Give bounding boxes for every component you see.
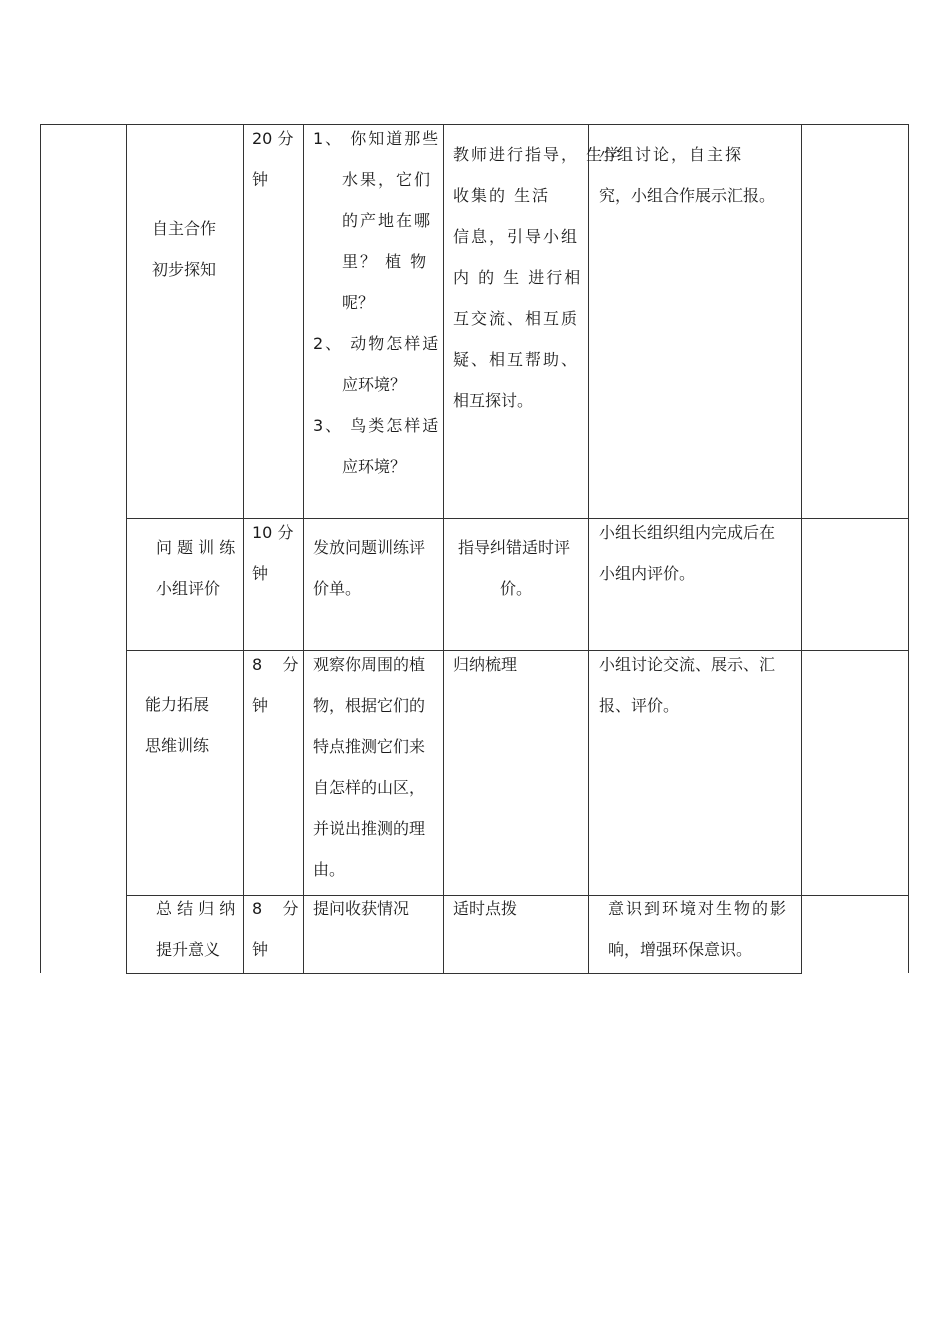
table-border-bottom (126, 973, 802, 974)
stage-cell (156, 888, 235, 970)
time-cell (252, 512, 293, 594)
student-line: 报、评价。 (599, 696, 680, 715)
teacher-cell (453, 888, 517, 929)
content-line: 水果，它们 (342, 170, 433, 189)
student-cell (608, 888, 788, 970)
time-text: 10 分 (252, 523, 294, 542)
time-text: 8 分 (252, 899, 299, 918)
time-text: 钟 (252, 170, 269, 189)
content-line: 特点推测它们来 (313, 737, 426, 756)
student-line: 小组长组织组内完成后在 (599, 523, 776, 542)
stage-cell (152, 208, 216, 290)
teacher-line: 教师进行指导， 生学 (453, 145, 623, 164)
stage-text: 提升意义 (156, 940, 221, 959)
content-line: 观察你周围的植 (313, 655, 426, 674)
student-cell (599, 644, 775, 726)
stage-text: 初步探知 (152, 260, 217, 279)
student-cell (599, 512, 775, 594)
stage-text: 总 结 归 纳 (156, 899, 236, 918)
content-line: 自怎样的山区， (313, 778, 426, 797)
content-line: 呢？ (342, 293, 375, 312)
content-line: 2、 动物怎样适 (313, 334, 441, 353)
stage-cell (156, 527, 235, 609)
col-divider (443, 124, 444, 974)
student-line: 意识到环境对生物的影 (608, 899, 789, 918)
time-text: 8 分 (252, 655, 299, 674)
teacher-line: 信息，引导小组 (453, 227, 580, 246)
content-line: 并说出推测的理 (313, 819, 426, 838)
teacher-line: 归纳梳理 (453, 655, 518, 674)
student-line: 究，小组合作展示汇报。 (599, 186, 776, 205)
content-line: 的产地在哪 (342, 211, 433, 230)
content-cell (313, 118, 441, 487)
teacher-line: 相互探讨。 (453, 391, 534, 410)
content-line: 提问收获情况 (313, 899, 410, 918)
teacher-line: 互交流、相互质 (453, 309, 580, 328)
col-divider (303, 124, 304, 974)
content-cell (313, 888, 409, 929)
stage-text: 问 题 训 练 (156, 538, 236, 557)
time-text: 钟 (252, 564, 269, 583)
time-text: 20 分 (252, 129, 294, 148)
student-line: 响，增强环保意识。 (608, 940, 753, 959)
content-line: 物，根据它们的 (313, 696, 426, 715)
teacher-line: 适时点拨 (453, 899, 518, 918)
content-line: 1、 你知道那些 (313, 129, 441, 148)
col-divider (801, 124, 802, 974)
teacher-line: 指导纠错适时评 (458, 538, 571, 557)
teacher-cell (453, 134, 622, 421)
content-cell (313, 644, 425, 890)
stage-cell (145, 684, 209, 766)
teacher-cell (453, 644, 517, 685)
col-divider (243, 124, 244, 974)
content-line: 应环境？ (342, 375, 407, 394)
teacher-line: 内 的 生 进行相 (453, 268, 583, 287)
teacher-line: 价。 (500, 579, 533, 598)
teacher-cell (458, 527, 570, 609)
content-line: 发放问题训练评 (313, 538, 426, 557)
col-divider (40, 124, 41, 973)
content-line: 由。 (313, 860, 346, 879)
col-divider (908, 124, 909, 973)
content-line: 应环境？ (342, 457, 407, 476)
time-cell (252, 888, 299, 970)
stage-text: 小组评价 (156, 579, 221, 598)
content-line: 里？ 植 物 (342, 252, 429, 271)
student-cell (599, 134, 775, 216)
student-line: 小组讨论交流、展示、汇 (599, 655, 776, 674)
student-line: 小组讨论，自主探 (599, 145, 744, 164)
time-cell (252, 644, 299, 726)
table-border-top (40, 124, 909, 125)
content-line: 价单。 (313, 579, 362, 598)
student-line: 小组内评价。 (599, 564, 696, 583)
content-line: 3、 鸟类怎样适 (313, 416, 441, 435)
stage-text: 思维训练 (145, 736, 210, 755)
teacher-line: 疑、相互帮助、 (453, 350, 580, 369)
teacher-line: 收集的 生活 (453, 186, 551, 205)
time-text: 钟 (252, 696, 269, 715)
stage-text: 能力拓展 (145, 695, 210, 714)
content-cell (313, 527, 425, 609)
col-divider (126, 124, 127, 974)
stage-text: 自主合作 (152, 219, 217, 238)
time-cell (252, 118, 293, 200)
time-text: 钟 (252, 940, 269, 959)
